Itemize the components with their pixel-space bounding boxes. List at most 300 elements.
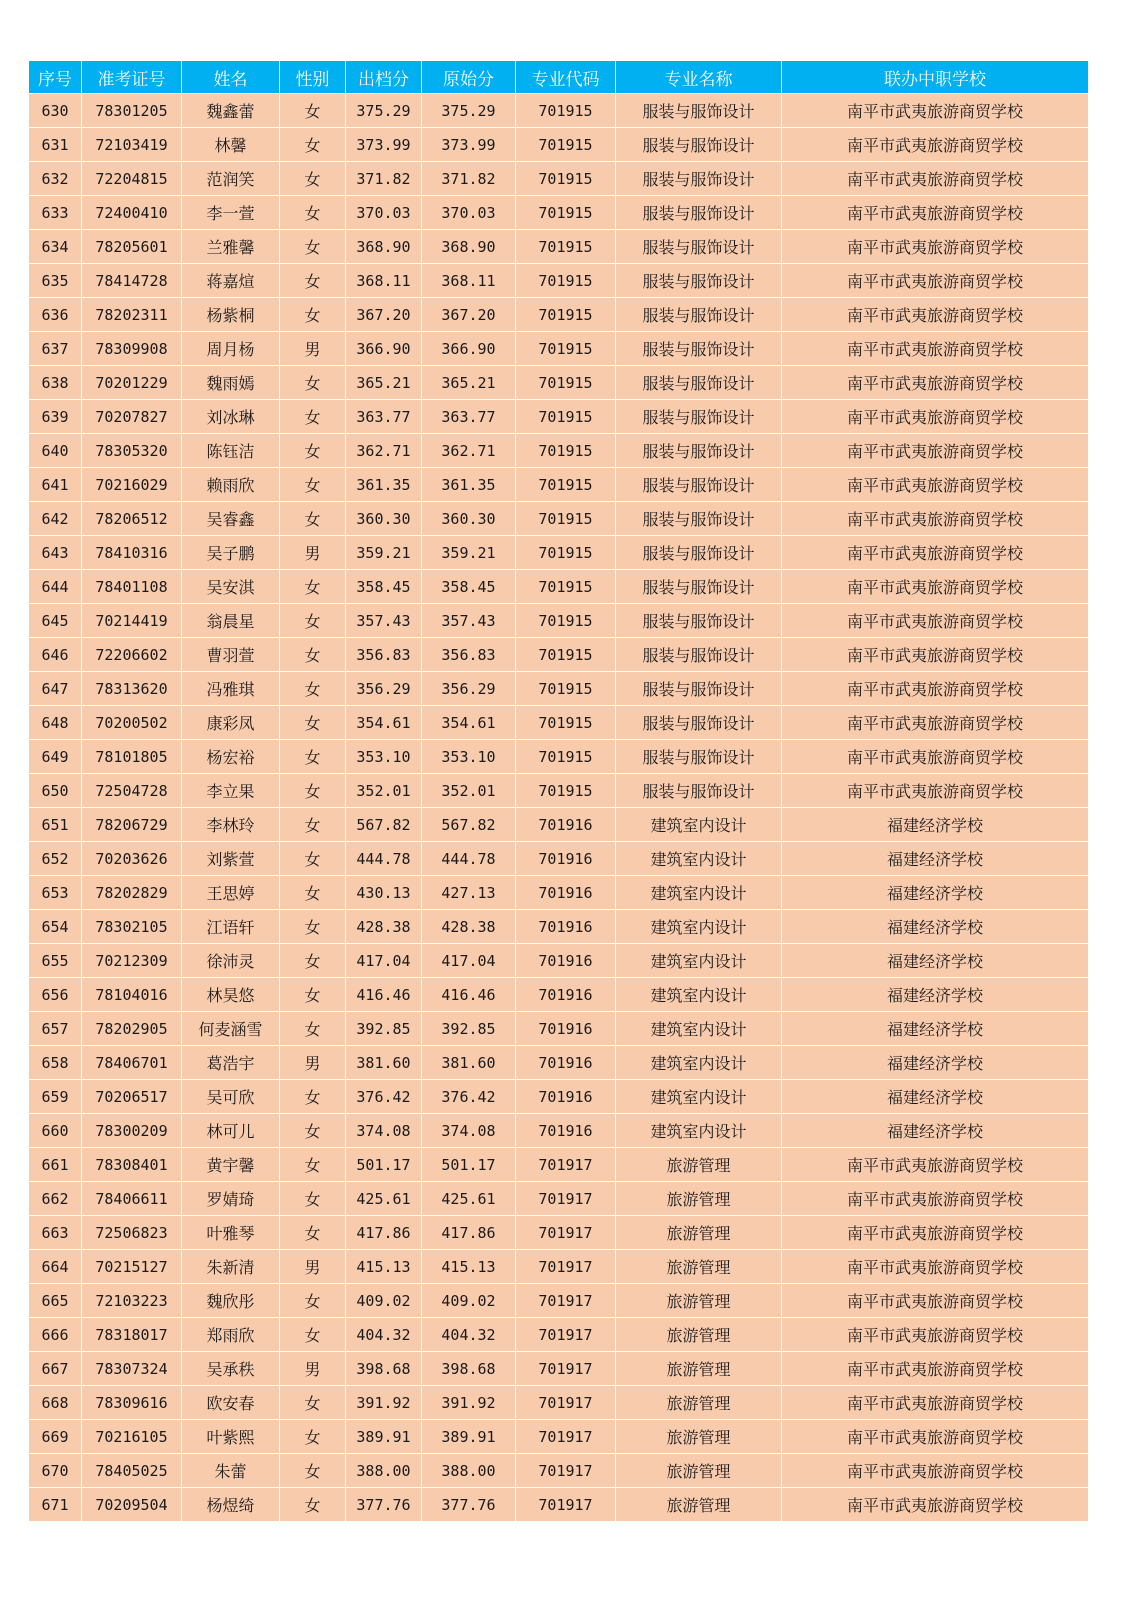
cell-exam-id: 78202829 <box>82 876 182 910</box>
table-row <box>29 706 1089 740</box>
cell-exam-id: 78202905 <box>82 1012 182 1046</box>
cell-seq: 647 <box>29 672 82 706</box>
cell-admit-score: 391.92 <box>346 1386 422 1420</box>
cell-exam-id: 78205601 <box>82 230 182 264</box>
col-header-seq: 序号 <box>29 61 82 94</box>
cell-admit-score: 374.08 <box>346 1114 422 1148</box>
cell-gender: 男 <box>280 536 346 570</box>
cell-seq: 654 <box>29 910 82 944</box>
cell-gender: 女 <box>280 94 346 128</box>
cell-major-code: 701915 <box>516 604 616 638</box>
cell-raw-score: 376.42 <box>422 1080 516 1114</box>
cell-major-code: 701917 <box>516 1352 616 1386</box>
cell-name: 朱蕾 <box>182 1454 280 1488</box>
cell-name: 周月杨 <box>182 332 280 366</box>
cell-major-name: 服装与服饰设计 <box>616 536 782 570</box>
table-header <box>29 61 1089 94</box>
cell-raw-score: 366.90 <box>422 332 516 366</box>
cell-exam-id: 78406611 <box>82 1182 182 1216</box>
cell-raw-score: 501.17 <box>422 1148 516 1182</box>
table-row <box>29 740 1089 774</box>
cell-seq: 668 <box>29 1386 82 1420</box>
cell-raw-score: 398.68 <box>422 1352 516 1386</box>
cell-raw-score: 444.78 <box>422 842 516 876</box>
cell-raw-score: 373.99 <box>422 128 516 162</box>
cell-major-name: 服装与服饰设计 <box>616 196 782 230</box>
cell-major-code: 701915 <box>516 230 616 264</box>
cell-exam-id: 78406701 <box>82 1046 182 1080</box>
cell-seq: 636 <box>29 298 82 332</box>
cell-gender: 女 <box>280 910 346 944</box>
cell-raw-score: 367.20 <box>422 298 516 332</box>
cell-major-code: 701916 <box>516 1080 616 1114</box>
cell-raw-score: 417.86 <box>422 1216 516 1250</box>
cell-major-name: 服装与服饰设计 <box>616 604 782 638</box>
cell-school: 南平市武夷旅游商贸学校 <box>782 1250 1089 1284</box>
cell-gender: 女 <box>280 468 346 502</box>
cell-exam-id: 72206602 <box>82 638 182 672</box>
cell-name: 曹羽萱 <box>182 638 280 672</box>
cell-gender: 女 <box>280 1318 346 1352</box>
cell-exam-id: 78202311 <box>82 298 182 332</box>
cell-seq: 661 <box>29 1148 82 1182</box>
cell-major-name: 旅游管理 <box>616 1148 782 1182</box>
admission-table <box>28 60 1089 1522</box>
col-header-exam-id: 准考证号 <box>82 61 182 94</box>
cell-admit-score: 381.60 <box>346 1046 422 1080</box>
cell-gender: 男 <box>280 1250 346 1284</box>
cell-seq: 662 <box>29 1182 82 1216</box>
cell-name: 李一萱 <box>182 196 280 230</box>
cell-seq: 635 <box>29 264 82 298</box>
table-row <box>29 128 1089 162</box>
cell-gender: 女 <box>280 1012 346 1046</box>
cell-major-code: 701915 <box>516 502 616 536</box>
cell-major-name: 旅游管理 <box>616 1386 782 1420</box>
cell-school: 南平市武夷旅游商贸学校 <box>782 332 1089 366</box>
cell-raw-score: 375.29 <box>422 94 516 128</box>
table-row <box>29 842 1089 876</box>
cell-seq: 653 <box>29 876 82 910</box>
cell-school: 南平市武夷旅游商贸学校 <box>782 264 1089 298</box>
cell-gender: 女 <box>280 298 346 332</box>
cell-school: 南平市武夷旅游商贸学校 <box>782 1318 1089 1352</box>
table-row <box>29 1318 1089 1352</box>
cell-name: 兰雅馨 <box>182 230 280 264</box>
cell-raw-score: 353.10 <box>422 740 516 774</box>
cell-name: 李立果 <box>182 774 280 808</box>
cell-seq: 665 <box>29 1284 82 1318</box>
cell-exam-id: 70216029 <box>82 468 182 502</box>
cell-raw-score: 365.21 <box>422 366 516 400</box>
cell-gender: 女 <box>280 400 346 434</box>
cell-raw-score: 415.13 <box>422 1250 516 1284</box>
cell-exam-id: 78405025 <box>82 1454 182 1488</box>
cell-exam-id: 78307324 <box>82 1352 182 1386</box>
cell-exam-id: 72103223 <box>82 1284 182 1318</box>
cell-exam-id: 78410316 <box>82 536 182 570</box>
cell-admit-score: 501.17 <box>346 1148 422 1182</box>
cell-gender: 男 <box>280 332 346 366</box>
cell-admit-score: 365.21 <box>346 366 422 400</box>
cell-major-code: 701916 <box>516 944 616 978</box>
cell-raw-score: 392.85 <box>422 1012 516 1046</box>
cell-seq: 649 <box>29 740 82 774</box>
cell-raw-score: 416.46 <box>422 978 516 1012</box>
cell-admit-score: 363.77 <box>346 400 422 434</box>
cell-gender: 女 <box>280 1114 346 1148</box>
cell-raw-score: 370.03 <box>422 196 516 230</box>
cell-name: 林馨 <box>182 128 280 162</box>
cell-admit-score: 388.00 <box>346 1454 422 1488</box>
cell-school: 南平市武夷旅游商贸学校 <box>782 1182 1089 1216</box>
cell-seq: 670 <box>29 1454 82 1488</box>
cell-raw-score: 428.38 <box>422 910 516 944</box>
cell-exam-id: 72504728 <box>82 774 182 808</box>
cell-school: 南平市武夷旅游商贸学校 <box>782 468 1089 502</box>
cell-admit-score: 376.42 <box>346 1080 422 1114</box>
cell-admit-score: 425.61 <box>346 1182 422 1216</box>
cell-major-code: 701917 <box>516 1216 616 1250</box>
cell-raw-score: 354.61 <box>422 706 516 740</box>
cell-name: 吴安淇 <box>182 570 280 604</box>
cell-school: 南平市武夷旅游商贸学校 <box>782 638 1089 672</box>
cell-exam-id: 72204815 <box>82 162 182 196</box>
cell-school: 南平市武夷旅游商贸学校 <box>782 230 1089 264</box>
cell-name: 林可儿 <box>182 1114 280 1148</box>
cell-raw-score: 356.83 <box>422 638 516 672</box>
cell-major-name: 服装与服饰设计 <box>616 468 782 502</box>
cell-school: 福建经济学校 <box>782 944 1089 978</box>
cell-exam-id: 78309616 <box>82 1386 182 1420</box>
cell-name: 李林玲 <box>182 808 280 842</box>
cell-gender: 女 <box>280 196 346 230</box>
cell-exam-id: 70207827 <box>82 400 182 434</box>
cell-seq: 634 <box>29 230 82 264</box>
cell-major-name: 旅游管理 <box>616 1250 782 1284</box>
cell-name: 刘紫萱 <box>182 842 280 876</box>
cell-raw-score: 389.91 <box>422 1420 516 1454</box>
cell-school: 福建经济学校 <box>782 842 1089 876</box>
table-row <box>29 162 1089 196</box>
cell-name: 蒋嘉煊 <box>182 264 280 298</box>
cell-major-code: 701915 <box>516 536 616 570</box>
cell-exam-id: 72506823 <box>82 1216 182 1250</box>
cell-major-code: 701915 <box>516 128 616 162</box>
cell-gender: 女 <box>280 706 346 740</box>
table-row <box>29 1420 1089 1454</box>
cell-name: 徐沛灵 <box>182 944 280 978</box>
cell-gender: 女 <box>280 1182 346 1216</box>
cell-major-name: 服装与服饰设计 <box>616 706 782 740</box>
cell-major-code: 701915 <box>516 570 616 604</box>
table-row <box>29 978 1089 1012</box>
cell-school: 福建经济学校 <box>782 1114 1089 1148</box>
cell-exam-id: 78305320 <box>82 434 182 468</box>
col-header-name: 姓名 <box>182 61 280 94</box>
cell-name: 王思婷 <box>182 876 280 910</box>
table-row <box>29 604 1089 638</box>
cell-major-name: 服装与服饰设计 <box>616 672 782 706</box>
table-row <box>29 196 1089 230</box>
cell-exam-id: 78206512 <box>82 502 182 536</box>
cell-school: 南平市武夷旅游商贸学校 <box>782 1386 1089 1420</box>
col-header-admit-score: 出档分 <box>346 61 422 94</box>
cell-admit-score: 404.32 <box>346 1318 422 1352</box>
cell-name: 罗婧琦 <box>182 1182 280 1216</box>
cell-major-name: 服装与服饰设计 <box>616 366 782 400</box>
cell-major-name: 旅游管理 <box>616 1284 782 1318</box>
table-row <box>29 876 1089 910</box>
cell-school: 南平市武夷旅游商贸学校 <box>782 502 1089 536</box>
cell-exam-id: 70216105 <box>82 1420 182 1454</box>
cell-seq: 655 <box>29 944 82 978</box>
cell-major-name: 旅游管理 <box>616 1420 782 1454</box>
cell-exam-id: 70200502 <box>82 706 182 740</box>
table-row <box>29 536 1089 570</box>
cell-seq: 650 <box>29 774 82 808</box>
cell-seq: 641 <box>29 468 82 502</box>
table-row <box>29 1182 1089 1216</box>
cell-major-name: 服装与服饰设计 <box>616 94 782 128</box>
cell-seq: 664 <box>29 1250 82 1284</box>
cell-school: 福建经济学校 <box>782 1046 1089 1080</box>
table-row <box>29 1454 1089 1488</box>
table-row <box>29 502 1089 536</box>
cell-seq: 669 <box>29 1420 82 1454</box>
cell-exam-id: 78401108 <box>82 570 182 604</box>
cell-gender: 女 <box>280 1148 346 1182</box>
cell-exam-id: 70212309 <box>82 944 182 978</box>
cell-gender: 女 <box>280 1386 346 1420</box>
cell-name: 翁晨星 <box>182 604 280 638</box>
cell-seq: 651 <box>29 808 82 842</box>
table-row <box>29 468 1089 502</box>
cell-gender: 女 <box>280 672 346 706</box>
cell-raw-score: 361.35 <box>422 468 516 502</box>
table-row <box>29 1148 1089 1182</box>
table-row <box>29 672 1089 706</box>
cell-major-code: 701916 <box>516 1114 616 1148</box>
cell-admit-score: 417.04 <box>346 944 422 978</box>
cell-admit-score: 416.46 <box>346 978 422 1012</box>
cell-school: 南平市武夷旅游商贸学校 <box>782 162 1089 196</box>
cell-seq: 633 <box>29 196 82 230</box>
cell-seq: 658 <box>29 1046 82 1080</box>
cell-exam-id: 72400410 <box>82 196 182 230</box>
table-row <box>29 944 1089 978</box>
cell-admit-score: 392.85 <box>346 1012 422 1046</box>
cell-name: 康彩凤 <box>182 706 280 740</box>
cell-major-code: 701917 <box>516 1148 616 1182</box>
cell-admit-score: 357.43 <box>346 604 422 638</box>
cell-gender: 女 <box>280 604 346 638</box>
cell-admit-score: 362.71 <box>346 434 422 468</box>
cell-school: 南平市武夷旅游商贸学校 <box>782 298 1089 332</box>
cell-seq: 657 <box>29 1012 82 1046</box>
cell-admit-score: 373.99 <box>346 128 422 162</box>
cell-major-name: 服装与服饰设计 <box>616 638 782 672</box>
table-row <box>29 298 1089 332</box>
cell-major-code: 701915 <box>516 332 616 366</box>
cell-major-name: 建筑室内设计 <box>616 1012 782 1046</box>
cell-exam-id: 78101805 <box>82 740 182 774</box>
cell-school: 南平市武夷旅游商贸学校 <box>782 1216 1089 1250</box>
cell-school: 南平市武夷旅游商贸学校 <box>782 400 1089 434</box>
cell-gender: 女 <box>280 978 346 1012</box>
cell-major-name: 服装与服饰设计 <box>616 570 782 604</box>
cell-admit-score: 375.29 <box>346 94 422 128</box>
cell-major-name: 建筑室内设计 <box>616 1080 782 1114</box>
cell-raw-score: 358.45 <box>422 570 516 604</box>
cell-exam-id: 70214419 <box>82 604 182 638</box>
table-row <box>29 1386 1089 1420</box>
cell-admit-score: 360.30 <box>346 502 422 536</box>
cell-exam-id: 72103419 <box>82 128 182 162</box>
cell-major-name: 建筑室内设计 <box>616 978 782 1012</box>
cell-major-code: 701915 <box>516 774 616 808</box>
cell-seq: 648 <box>29 706 82 740</box>
table-row <box>29 1114 1089 1148</box>
cell-gender: 女 <box>280 128 346 162</box>
cell-exam-id: 78300209 <box>82 1114 182 1148</box>
cell-admit-score: 409.02 <box>346 1284 422 1318</box>
cell-gender: 女 <box>280 944 346 978</box>
cell-admit-score: 352.01 <box>346 774 422 808</box>
cell-exam-id: 78318017 <box>82 1318 182 1352</box>
cell-school: 南平市武夷旅游商贸学校 <box>782 706 1089 740</box>
cell-school: 南平市武夷旅游商贸学校 <box>782 366 1089 400</box>
cell-major-name: 旅游管理 <box>616 1352 782 1386</box>
cell-name: 吴可欣 <box>182 1080 280 1114</box>
cell-major-name: 建筑室内设计 <box>616 876 782 910</box>
cell-exam-id: 78309908 <box>82 332 182 366</box>
cell-major-code: 701917 <box>516 1250 616 1284</box>
cell-name: 刘冰琳 <box>182 400 280 434</box>
cell-seq: 632 <box>29 162 82 196</box>
cell-admit-score: 354.61 <box>346 706 422 740</box>
header-row <box>29 61 1089 94</box>
cell-school: 南平市武夷旅游商贸学校 <box>782 1352 1089 1386</box>
cell-raw-score: 425.61 <box>422 1182 516 1216</box>
cell-major-code: 701917 <box>516 1488 616 1522</box>
cell-seq: 660 <box>29 1114 82 1148</box>
cell-exam-id: 78313620 <box>82 672 182 706</box>
table-row <box>29 1080 1089 1114</box>
cell-major-name: 旅游管理 <box>616 1488 782 1522</box>
table-row <box>29 1352 1089 1386</box>
cell-raw-score: 363.77 <box>422 400 516 434</box>
cell-raw-score: 409.02 <box>422 1284 516 1318</box>
cell-admit-score: 415.13 <box>346 1250 422 1284</box>
cell-major-name: 服装与服饰设计 <box>616 774 782 808</box>
cell-major-name: 建筑室内设计 <box>616 1114 782 1148</box>
cell-major-code: 701916 <box>516 978 616 1012</box>
cell-name: 范润笑 <box>182 162 280 196</box>
cell-admit-score: 367.20 <box>346 298 422 332</box>
cell-admit-score: 428.38 <box>346 910 422 944</box>
cell-name: 林昊悠 <box>182 978 280 1012</box>
cell-name: 杨紫桐 <box>182 298 280 332</box>
table-body <box>29 94 1089 1522</box>
cell-school: 南平市武夷旅游商贸学校 <box>782 1488 1089 1522</box>
cell-exam-id: 78414728 <box>82 264 182 298</box>
cell-admit-score: 366.90 <box>346 332 422 366</box>
cell-major-code: 701915 <box>516 162 616 196</box>
cell-name: 杨煜绮 <box>182 1488 280 1522</box>
cell-major-name: 服装与服饰设计 <box>616 264 782 298</box>
cell-major-code: 701915 <box>516 366 616 400</box>
cell-major-name: 建筑室内设计 <box>616 944 782 978</box>
cell-major-name: 建筑室内设计 <box>616 842 782 876</box>
cell-admit-score: 398.68 <box>346 1352 422 1386</box>
cell-raw-score: 567.82 <box>422 808 516 842</box>
cell-raw-score: 360.30 <box>422 502 516 536</box>
table-row <box>29 264 1089 298</box>
cell-raw-score: 359.21 <box>422 536 516 570</box>
cell-name: 赖雨欣 <box>182 468 280 502</box>
cell-admit-score: 353.10 <box>346 740 422 774</box>
cell-admit-score: 361.35 <box>346 468 422 502</box>
cell-major-code: 701917 <box>516 1284 616 1318</box>
cell-major-name: 服装与服饰设计 <box>616 298 782 332</box>
cell-raw-score: 391.92 <box>422 1386 516 1420</box>
cell-major-code: 701915 <box>516 298 616 332</box>
cell-name: 叶紫熙 <box>182 1420 280 1454</box>
cell-name: 欧安春 <box>182 1386 280 1420</box>
cell-raw-score: 404.32 <box>422 1318 516 1352</box>
cell-school: 南平市武夷旅游商贸学校 <box>782 1284 1089 1318</box>
cell-school: 南平市武夷旅游商贸学校 <box>782 774 1089 808</box>
cell-gender: 女 <box>280 366 346 400</box>
cell-name: 朱新清 <box>182 1250 280 1284</box>
cell-gender: 女 <box>280 638 346 672</box>
cell-admit-score: 430.13 <box>346 876 422 910</box>
cell-major-code: 701915 <box>516 468 616 502</box>
cell-major-name: 建筑室内设计 <box>616 808 782 842</box>
cell-major-code: 701917 <box>516 1454 616 1488</box>
cell-major-name: 服装与服饰设计 <box>616 230 782 264</box>
cell-seq: 667 <box>29 1352 82 1386</box>
cell-gender: 女 <box>280 434 346 468</box>
col-header-major-code: 专业代码 <box>516 61 616 94</box>
cell-major-name: 服装与服饰设计 <box>616 400 782 434</box>
cell-major-code: 701917 <box>516 1182 616 1216</box>
cell-raw-score: 417.04 <box>422 944 516 978</box>
table-row <box>29 570 1089 604</box>
cell-gender: 女 <box>280 162 346 196</box>
cell-gender: 女 <box>280 1420 346 1454</box>
cell-school: 南平市武夷旅游商贸学校 <box>782 1454 1089 1488</box>
cell-major-code: 701916 <box>516 842 616 876</box>
cell-name: 吴睿鑫 <box>182 502 280 536</box>
cell-exam-id: 78301205 <box>82 94 182 128</box>
cell-major-code: 701915 <box>516 196 616 230</box>
cell-name: 杨宏裕 <box>182 740 280 774</box>
cell-exam-id: 78206729 <box>82 808 182 842</box>
cell-gender: 男 <box>280 1046 346 1080</box>
cell-school: 南平市武夷旅游商贸学校 <box>782 1420 1089 1454</box>
table-row <box>29 332 1089 366</box>
cell-gender: 女 <box>280 876 346 910</box>
cell-raw-score: 371.82 <box>422 162 516 196</box>
cell-major-code: 701915 <box>516 740 616 774</box>
cell-name: 魏欣彤 <box>182 1284 280 1318</box>
cell-seq: 652 <box>29 842 82 876</box>
cell-admit-score: 368.11 <box>346 264 422 298</box>
cell-major-code: 701915 <box>516 264 616 298</box>
cell-major-name: 旅游管理 <box>616 1216 782 1250</box>
